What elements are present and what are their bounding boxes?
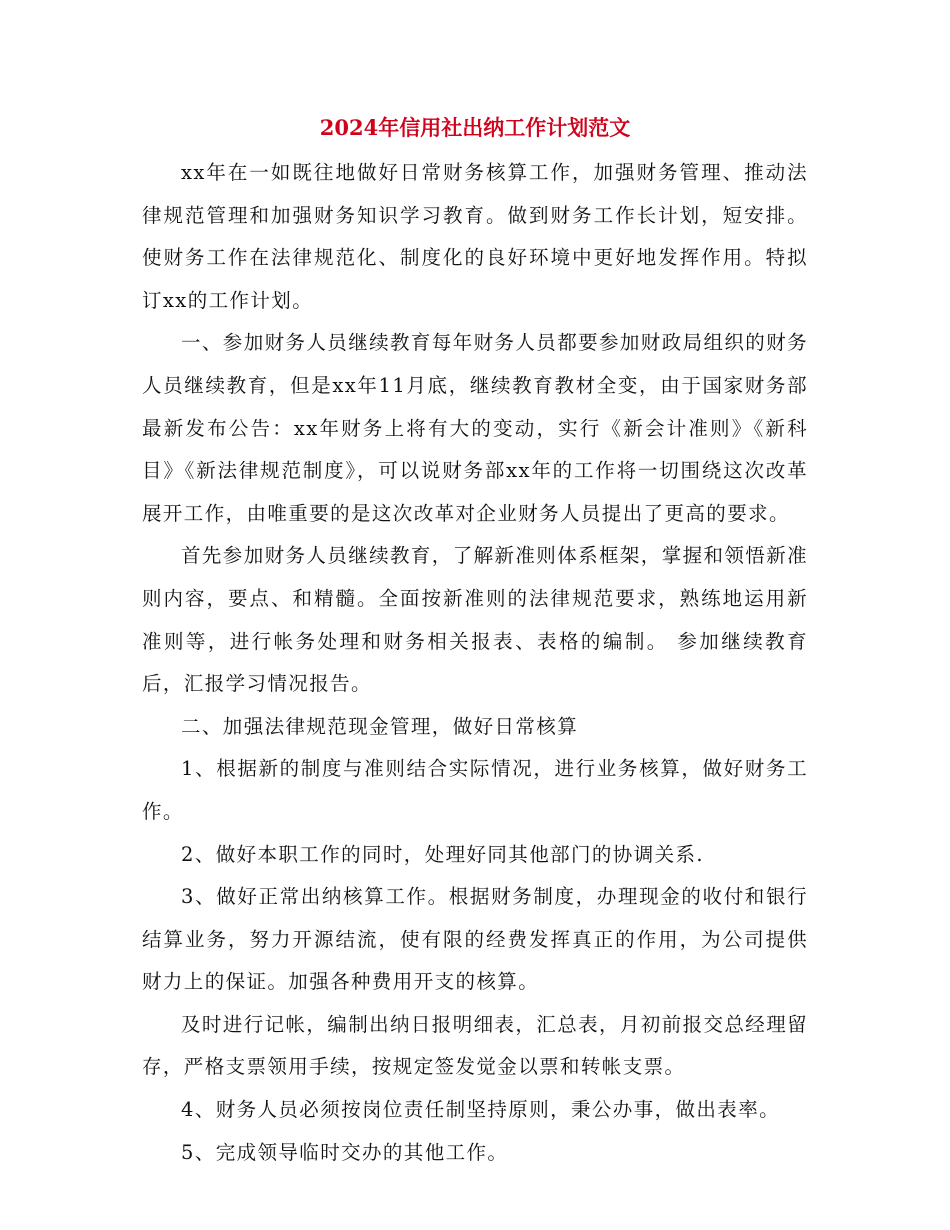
- paragraph-section-2-heading: 二、加强法律规范现金管理，做好日常核算: [181, 714, 579, 738]
- paragraph-item-4: 4、财务人员必须按岗位责任制坚持原则，秉公办事，做出表率。: [181, 1098, 781, 1122]
- paragraph-item-3: 3、做好正常出纳核算工作。根据财务制度，办理现金的收付和银行结算业务，努力开源结流，使有限的经费发挥真正的作用，为公司提供财力上的保证。加强各种费用开支的核算。: [142, 885, 808, 994]
- document-body: [142, 152, 808, 1174]
- paragraph-continuing-education: 首先参加财务人员继续教育，了解新准则体系框架，掌握和领悟新准则内容，要点、和精髓。全面按新准则的法律规范要求，熟练地运用新准则等，进行帐务处理和财务相关报表、表格的编制。 参加继续教育后，汇报学习情况报告。: [142, 544, 809, 696]
- paragraph-item-2: 2、做好本职工作的同时，处理好同其他部门的协调关系.: [181, 842, 705, 866]
- paragraph-intro: xx年在一如既往地做好日常财务核算工作，加强财务管理、推动法律规范管理和加强财务知识学习教育。做到财务工作长计划，短安排。使财务工作在法律规范化、制度化的良好环境中更好地发挥作用。特拟订xx的工作计划。: [142, 161, 808, 312]
- paragraph-item-1: 1、根据新的制度与准则结合实际情况，进行业务核算，做好财务工作。: [142, 757, 808, 823]
- paragraph-bookkeeping: 及时进行记帐，编制出纳日报明细表，汇总表，月初前报交总经理留存，严格支票领用手续，按规定签发觉金以票和转帐支票。: [142, 1012, 809, 1079]
- paragraph-item-5: 5、完成领导临时交办的其他工作。: [181, 1140, 509, 1164]
- document-title: 2024年信用社出纳工作计划范文: [319, 115, 631, 140]
- paragraph-section-1: 一、参加财务人员继续教育每年财务人员都要参加财政局组织的财务人员继续教育，但是xx年11月底，继续教育教材全变，由于国家财务部最新发布公告：xx年财务上将有大的变动，实行《新会计准则》《新科目》《新法律规范制度》，可以说财务部xx年的工作将一切围绕这次改革展开工作，由唯重要的是这次改革对企业财务人员提出了更高的要求。: [142, 331, 809, 525]
